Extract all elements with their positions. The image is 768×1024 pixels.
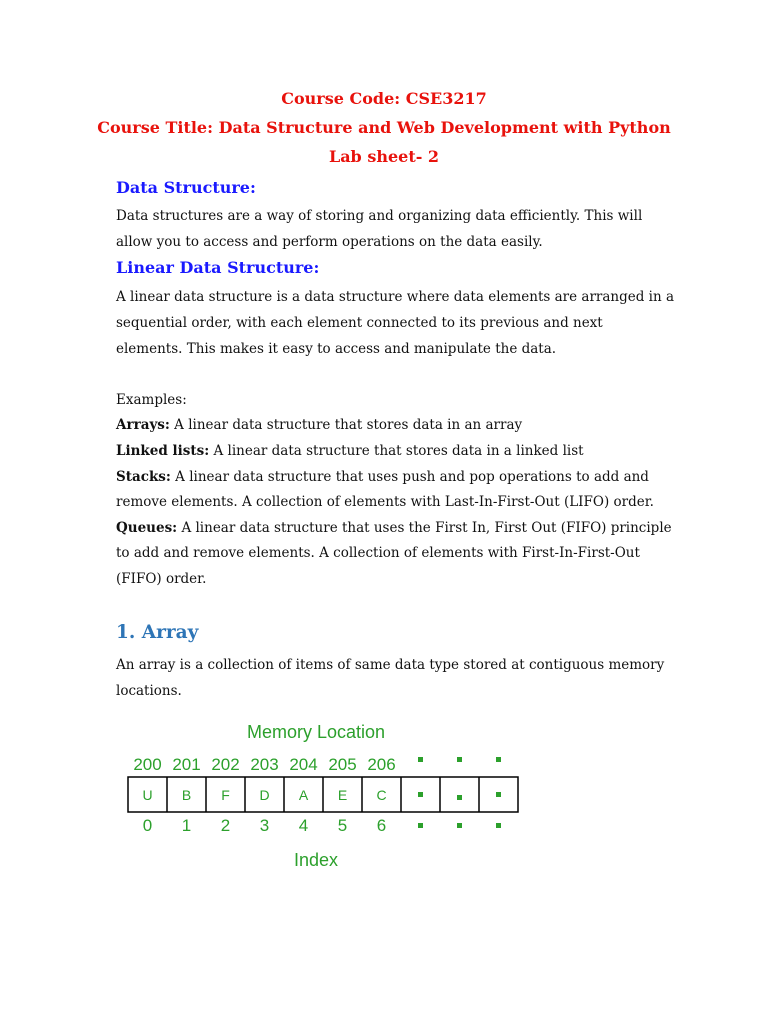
index-number: 6 [376, 816, 387, 835]
lab-sheet-title: Lab sheet- 2 [328, 147, 440, 166]
index-number: 5 [337, 816, 348, 835]
course-code: Course Code: CSE3217 [281, 89, 487, 108]
array-line-2: locations. [116, 683, 182, 699]
array-line-1: An array is a collection of items of same data type stored at contiguous memory [116, 657, 665, 673]
queues-continuation-1: to add and remove elements. A collection of elements with First-In-First-Out [116, 545, 640, 561]
linear-line-1: A linear data structure is a data structure where data elements are arranged in a [116, 289, 675, 305]
index-dot [457, 823, 462, 828]
cell-dot [496, 792, 501, 797]
address-label: 204 [289, 755, 318, 774]
address-label: 202 [211, 755, 240, 774]
data-structure-heading: Data Structure: [116, 178, 256, 197]
address-dot [418, 757, 423, 762]
stacks-term: Stacks: [116, 469, 171, 485]
index-number: 0 [142, 816, 153, 835]
array-memory-diagram [120, 712, 530, 877]
linear-line-2: sequential order, with each element connected to its previous and next [116, 315, 603, 331]
queues-continuation-2: (FIFO) order. [116, 571, 207, 587]
linked-term: Linked lists: [116, 443, 210, 459]
index-number: 3 [259, 816, 270, 835]
address-row [133, 755, 501, 774]
array-cells [128, 777, 518, 812]
index-label: Index [293, 850, 339, 870]
index-row [143, 816, 501, 835]
address-label: 206 [367, 755, 396, 774]
index-dot [418, 823, 423, 828]
linear-heading: Linear Data Structure: [116, 258, 320, 277]
arrays-term: Arrays: [116, 417, 170, 433]
array-cell-value: U [142, 787, 153, 803]
cell-dot [418, 792, 423, 797]
linear-line-3: elements. This makes it easy to access and manipulate the data. [116, 341, 557, 357]
example-queues [116, 515, 672, 541]
example-stacks [116, 464, 656, 490]
index-dot [496, 823, 501, 828]
array-cell-value: A [298, 787, 309, 803]
linked-text: A linear data structure that stores data in a linked list [209, 443, 584, 459]
memory-location-label: Memory Location [246, 722, 386, 742]
queues-text: A linear data structure that uses the First In, First Out (FIFO) principle [177, 520, 672, 536]
array-cell-value: B [181, 787, 192, 803]
array-cell-value: D [259, 787, 270, 803]
array-heading: 1. Array [116, 622, 199, 643]
course-title: Course Title: Data Structure and Web Development with Python [97, 118, 671, 137]
address-dot [457, 757, 462, 762]
stacks-continuation: remove elements. A collection of elements with Last-In-First-Out (LIFO) order. [116, 494, 654, 510]
queues-term: Queues: [116, 520, 178, 536]
index-number: 4 [298, 816, 309, 835]
data-structure-line-1: Data structures are a way of storing and organizing data efficiently. This will [116, 208, 643, 224]
cell-dot [457, 795, 462, 800]
address-dot [496, 757, 501, 762]
address-label: 200 [133, 755, 162, 774]
example-linked-lists [116, 438, 656, 464]
arrays-text: A linear data structure that stores data in an array [169, 417, 523, 433]
array-cell-value: F [221, 787, 230, 803]
address-label: 203 [250, 755, 279, 774]
address-label: 201 [172, 755, 201, 774]
array-cell-value: C [376, 787, 387, 803]
examples-label: Examples: [116, 392, 187, 408]
address-label: 205 [328, 755, 357, 774]
index-number: 2 [220, 816, 231, 835]
stacks-text: A linear data structure that uses push and pop operations to add and [170, 469, 649, 485]
array-cell-value: E [337, 787, 348, 803]
index-number: 1 [181, 816, 192, 835]
example-arrays [116, 412, 656, 438]
data-structure-line-2: allow you to access and perform operations on the data easily. [116, 234, 543, 250]
